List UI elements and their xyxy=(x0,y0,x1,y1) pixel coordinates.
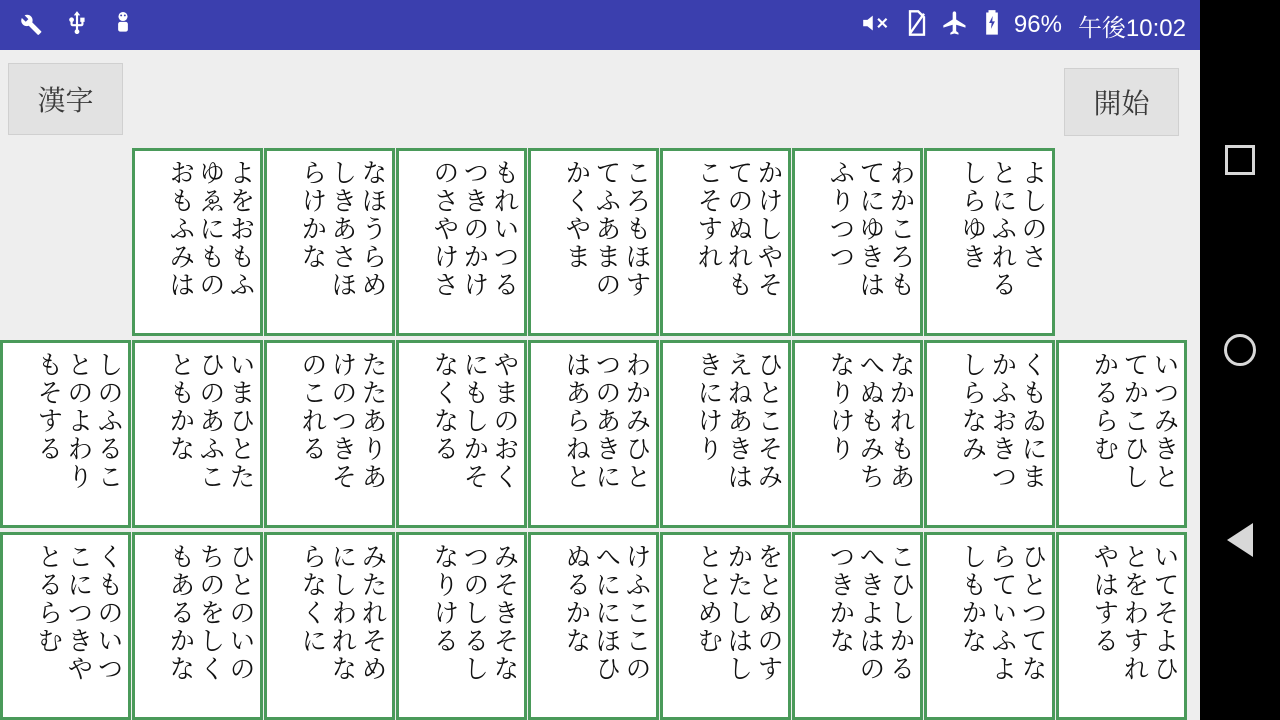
home-icon[interactable] xyxy=(1220,330,1260,370)
karuta-card[interactable] xyxy=(660,148,791,336)
status-bar-right-icons xyxy=(860,8,1186,43)
karuta-card[interactable] xyxy=(132,148,263,336)
karuta-card-line: しのふるこ xyxy=(94,351,123,491)
karuta-card-line: わかころも xyxy=(886,159,915,299)
karuta-card-line: いまひとた xyxy=(226,351,255,491)
karuta-card-line: よをおもふ xyxy=(226,159,255,299)
karuta-card-line: わかみひと xyxy=(622,351,651,491)
karuta-card[interactable] xyxy=(528,532,659,720)
karuta-card-line: かけしやそ xyxy=(754,159,783,299)
karuta-card[interactable] xyxy=(792,532,923,720)
sim-card-missing-icon xyxy=(906,9,928,42)
karuta-card-line: しらゆき xyxy=(957,159,987,271)
square-glyph xyxy=(1225,145,1255,175)
karuta-card-line: なほうらめ xyxy=(358,159,387,299)
karuta-card-line: ひのあふこ xyxy=(195,351,225,491)
karuta-card-line: かふおきつ xyxy=(987,351,1017,491)
karuta-card-line: へきよはの xyxy=(855,543,885,683)
karuta-card-line: きにけり xyxy=(693,351,723,463)
karuta-card-line: つのあきに xyxy=(591,351,621,491)
karuta-card-line: とにふれる xyxy=(987,159,1017,299)
karuta-card[interactable] xyxy=(264,340,395,528)
status-bar xyxy=(0,0,1200,50)
karuta-card-line: こそすれ xyxy=(693,159,723,271)
karuta-card-line: けふここの xyxy=(622,543,651,683)
battery-percent-label: 96% xyxy=(1013,11,1062,38)
karuta-card[interactable] xyxy=(132,340,263,528)
karuta-card[interactable] xyxy=(660,340,791,528)
karuta-card-line: おもふみは xyxy=(165,159,195,299)
karuta-card-line: なりける xyxy=(429,543,459,655)
karuta-card-line: のさやけさ xyxy=(429,159,459,299)
karuta-card-line: ととめむ xyxy=(693,543,723,655)
karuta-card[interactable] xyxy=(396,148,527,336)
karuta-card-line: しきあさほ xyxy=(327,159,357,299)
karuta-card[interactable] xyxy=(264,532,395,720)
karuta-card-line: いてそよひ xyxy=(1150,543,1179,683)
karuta-card-line: やまのおく xyxy=(490,351,519,491)
karuta-card-line: ちのをしく xyxy=(195,543,225,683)
karuta-card-line: えねあきは xyxy=(723,351,753,491)
karuta-card-line: もあるかな xyxy=(165,543,195,683)
card-row-3 xyxy=(0,532,1200,720)
karuta-card-line: ぬるかな xyxy=(561,543,591,655)
karuta-card-line: くものいつ xyxy=(94,543,123,683)
karuta-card-line: たたありあ xyxy=(358,351,387,491)
karuta-card-line: ひとつてな xyxy=(1018,543,1047,683)
karuta-card-line: らていふよ xyxy=(987,543,1017,683)
karuta-card-line: つきかな xyxy=(825,543,855,655)
karuta-card-line: をとめのす xyxy=(754,543,783,683)
karuta-card[interactable] xyxy=(264,148,395,336)
karuta-card-line: なかれもあ xyxy=(886,351,915,491)
karuta-card[interactable] xyxy=(660,532,791,720)
karuta-card-line: とをわすれ xyxy=(1119,543,1149,683)
karuta-card-line: かるらむ xyxy=(1089,351,1119,463)
karuta-card[interactable] xyxy=(132,532,263,720)
airplane-mode-icon xyxy=(940,9,970,42)
karuta-card-line: しらなみ xyxy=(957,351,987,463)
karuta-card-line: ひとのいの xyxy=(226,543,255,683)
karuta-card-line: もれいつる xyxy=(490,159,519,299)
circle-glyph xyxy=(1224,334,1256,366)
karuta-card[interactable] xyxy=(924,532,1055,720)
card-row-2 xyxy=(0,340,1200,530)
karuta-card-line: ころもほす xyxy=(622,159,651,299)
karuta-card-line: しもかな xyxy=(957,543,987,655)
android-robot-icon xyxy=(110,8,136,43)
karuta-card-line: みそきそな xyxy=(490,543,519,683)
karuta-card-line: みたれそめ xyxy=(358,543,387,683)
karuta-card[interactable] xyxy=(924,340,1055,528)
back-icon[interactable] xyxy=(1220,520,1260,560)
karuta-card-line: つきのかけ xyxy=(459,159,489,299)
recent-apps-icon[interactable] xyxy=(1220,140,1260,180)
karuta-card[interactable] xyxy=(396,340,527,528)
karuta-card-line: なりけり xyxy=(825,351,855,463)
karuta-card-line: もそする xyxy=(33,351,63,463)
karuta-card-line: ゆゑにもの xyxy=(195,159,225,299)
karuta-card-line: やはする xyxy=(1089,543,1119,655)
karuta-card-line: くもゐにま xyxy=(1018,351,1047,491)
karuta-card-line: とるらむ xyxy=(33,543,63,655)
karuta-card-line: にしわれな xyxy=(327,543,357,683)
karuta-card-line: てにゆきは xyxy=(855,159,885,299)
karuta-card-line: へぬもみち xyxy=(855,351,885,491)
karuta-card-line: よしのさ xyxy=(1018,159,1047,271)
karuta-card-line: つのしるし xyxy=(459,543,489,683)
karuta-card-line: かたしはし xyxy=(723,543,753,683)
karuta-card[interactable] xyxy=(924,148,1055,336)
triangle-glyph xyxy=(1227,523,1253,557)
karuta-card-line: ひとこそみ xyxy=(754,351,783,491)
karuta-card-line: かくやま xyxy=(561,159,591,271)
app-toolbar xyxy=(0,50,1200,150)
karuta-card[interactable] xyxy=(0,532,131,720)
clock-label: 午後10:02 xyxy=(1077,14,1186,42)
wrench-icon xyxy=(14,8,44,43)
karuta-card-line: らなくに xyxy=(297,543,327,655)
system-navigation-bar xyxy=(1200,0,1280,720)
status-bar-left-icons xyxy=(14,8,136,43)
karuta-card-line: ともかな xyxy=(165,351,195,463)
karuta-card-line: のこれる xyxy=(297,351,327,463)
karuta-card-line: ふりつつ xyxy=(825,159,855,271)
karuta-card-line: けのつきそ xyxy=(327,351,357,491)
karuta-card[interactable] xyxy=(792,340,923,528)
usb-icon xyxy=(64,8,90,43)
karuta-card-line: いつみきと xyxy=(1150,351,1179,491)
start-button[interactable]: 開始 xyxy=(1064,68,1179,136)
karuta-card-line: こにつきや xyxy=(63,543,93,683)
karuta-card[interactable] xyxy=(1056,340,1187,528)
karuta-card-line: とのよわり xyxy=(63,351,93,491)
karuta-card-line: てふあまの xyxy=(591,159,621,299)
karuta-card-line: なくなる xyxy=(429,351,459,463)
karuta-card-line: はあらねと xyxy=(561,351,591,491)
karuta-card-line: てのぬれも xyxy=(723,159,753,299)
karuta-card[interactable] xyxy=(1056,532,1187,720)
karuta-card[interactable] xyxy=(396,532,527,720)
karuta-card-line: こひしかる xyxy=(886,543,915,683)
karuta-card-line: らけかな xyxy=(297,159,327,271)
karuta-card[interactable] xyxy=(528,340,659,528)
karuta-card-line: てかこひし xyxy=(1119,351,1149,491)
karuta-card[interactable] xyxy=(792,148,923,336)
karuta-card[interactable] xyxy=(0,340,131,528)
kanji-toggle-button[interactable]: 漢字 xyxy=(8,63,123,135)
card-row-1 xyxy=(0,148,1200,338)
karuta-card-line: へににほひ xyxy=(591,543,621,683)
karuta-card[interactable] xyxy=(528,148,659,336)
volume-mute-icon xyxy=(860,9,894,42)
karuta-card-line: にもしかそ xyxy=(459,351,489,491)
battery-charging-icon xyxy=(982,9,1002,42)
